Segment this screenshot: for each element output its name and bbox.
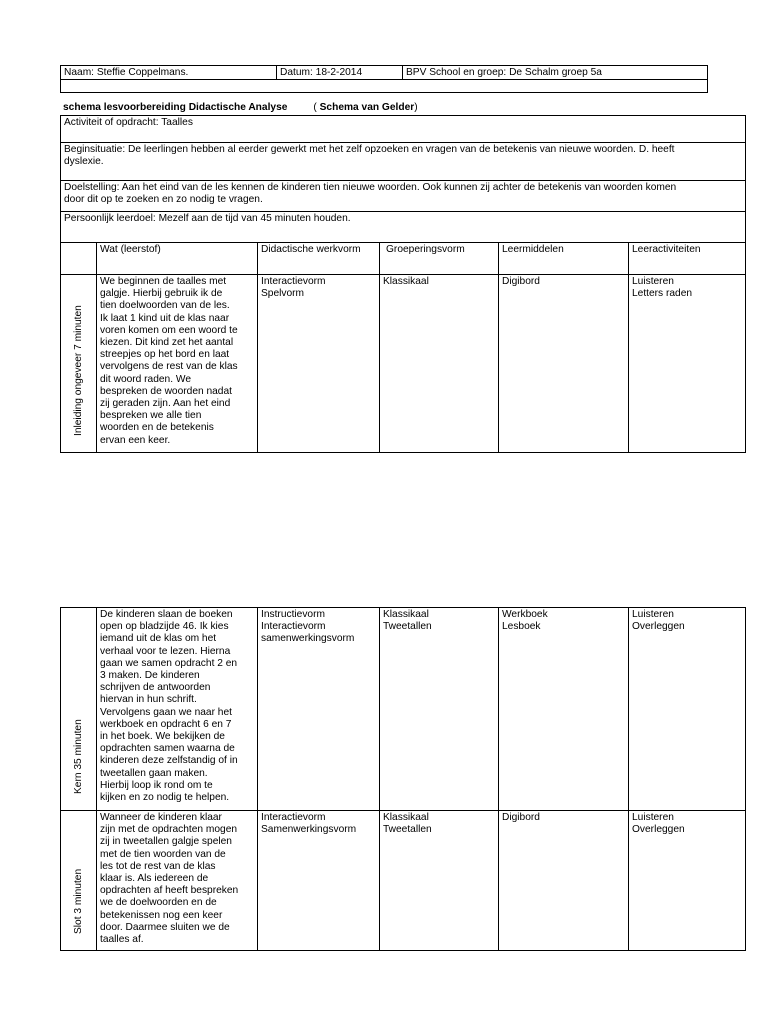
phase-cell [61,608,97,811]
cell-line: betekenissen nog een keer [100,909,223,921]
leermiddelen-cell [499,811,629,951]
cell-line: Interactievorm [261,621,326,633]
cell-line: door. Daarmee sluiten we de [100,921,230,933]
header-empty-row [61,80,708,93]
naam-field: Naam: Steffie Coppelmans. [61,66,277,80]
cell-line: kinderen deze zelfstandig of in [100,755,238,767]
header-table [60,65,708,93]
analysis-table [60,115,746,453]
cell-line: voren komen om een woord te [100,324,238,336]
cell-line: vervolgens de rest van de klas [100,361,238,373]
groepering-cell [380,275,499,453]
cell-line: les tot de rest van de klas [100,860,216,872]
cell-line: klaar is. Als iedereen de [100,873,209,885]
cell-line: zijn met de opdrachten mogen [100,824,238,836]
beginsituatie-line: Beginsituatie: De leerlingen hebben al eerder gewerkt met het zelf opzoeken en vragen van de betekenis van nieuwe woorden. D. heeft [64,144,675,155]
cell-line: Interactievorm [261,276,326,287]
cell-line: opdrachten samen waarna de [100,743,235,755]
leeractiviteiten-cell [629,608,746,811]
cell-line: bespreken de woorden nadat [100,385,232,397]
cell-line: open op bladzijde 46. Ik kies [100,621,229,633]
phase-label: Inleiding ongeveer 7 minuten [72,304,84,436]
cell-line: Overleggen [632,621,685,633]
cell-line: Klassikaal [383,812,429,823]
doelstelling-line: door dit op te zoeken en zo nodig te vragen. [64,194,263,206]
cell-line: we de doelwoorden en de [100,897,217,909]
bpv-field: BPV School en groep: De Schalm groep 5a [403,66,708,80]
cell-line: werkboek en opdracht 6 en 7 [100,718,232,730]
cell-line: bespreken we alle tien [100,410,202,422]
table-row [61,275,746,453]
leeractiviteiten-cell [629,275,746,453]
cell-line: verhaal voor te lezen. Hierna [100,645,231,657]
cell-line: Tweetallen [383,621,432,633]
column-header-leermiddelen: Leermiddelen [499,243,629,275]
cell-line: dit woord raden. We [100,373,191,385]
cell-line: Luisteren [632,609,674,620]
doelstelling-cell [61,181,746,212]
groepering-cell [380,608,499,811]
cell-line: Klassikaal [383,276,429,287]
cell-line: tien doelwoorden van de les. [100,300,230,312]
cell-line: Vervolgens gaan we naar het [100,706,232,718]
schema-title-main: schema lesvoorbereiding Didactische Analyse [63,102,288,113]
activiteit-cell: Activiteit of opdracht: Taalles [61,116,746,143]
cell-line: met de tien woorden van de [100,848,226,860]
beginsituatie-line: dyslexie. [64,156,104,168]
schema-title-paren-open: ( [313,102,320,113]
cell-line: Hierbij loop ik rond om te [100,779,213,791]
groepering-cell [380,811,499,951]
didactische-cell [258,608,380,811]
didactische-cell [258,811,380,951]
phase-cell [61,811,97,951]
leermiddelen-cell [499,275,629,453]
schema-title [63,102,418,114]
phase-cell [61,275,97,453]
cell-line: schrijven de antwoorden [100,682,211,694]
column-header-groepering: Groeperingsvorm [380,243,499,275]
cell-line: kijken en zo nodig te helpen. [100,792,230,804]
cell-line: Interactievorm [261,812,326,823]
cell-line: galgje. Hierbij gebruik ik de [100,288,223,300]
cell-line: Letters raden [632,288,693,300]
cell-line: De kinderen slaan de boeken [100,609,233,620]
cell-line: in het boek. We bekijken de [100,731,225,743]
datum-field: Datum: 18-2-2014 [277,66,403,80]
table-row [61,608,746,811]
cell-line: Samenwerkingsvorm [261,824,357,836]
cell-line: ervan een keer. [100,434,171,446]
cell-line: kiezen. Dit kind zet het aantal [100,337,234,349]
cell-line: Wanneer de kinderen klaar [100,812,222,823]
schema-title-paren-close: ) [414,102,418,113]
leerdoel-cell: Persoonlijk leerdoel: Mezelf aan de tijd van 45 minuten houden. [61,212,746,243]
cell-line: Klassikaal [383,609,429,620]
wat-cell [97,275,258,453]
phase-label: Slot 3 minuten [72,868,84,934]
cell-line: Digibord [502,276,540,287]
cell-line: tweetallen gaan maken. [100,767,208,779]
leermiddelen-cell [499,608,629,811]
cell-line: iemand uit de klas om het [100,633,217,645]
didactische-cell [258,275,380,453]
cell-line: opdrachten af heeft bespreken [100,885,239,897]
wat-cell [97,608,258,811]
cell-line: Werkboek [502,609,548,620]
cell-line: woorden en de betekenis [100,422,214,434]
cell-line: streepjes op het bord en laat [100,349,230,361]
cell-line: Instructievorm [261,609,325,620]
column-header-phase [61,243,97,275]
cell-line: Tweetallen [383,824,432,836]
cell-line: Luisteren [632,276,674,287]
table-row [61,811,746,951]
schema-title-sub: Schema van Gelder [319,102,415,113]
cell-line: zij geraden zijn. Aan het eind [100,398,231,410]
cell-line: We beginnen de taalles met [100,276,227,287]
wat-cell [97,811,258,951]
cell-line: gaan we samen opdracht 2 en [100,657,238,669]
cell-line: Digibord [502,812,540,823]
leeractiviteiten-cell [629,811,746,951]
column-header-leeractiviteiten: Leeractiviteiten [629,243,746,275]
cell-line: Overleggen [632,824,685,836]
cell-line: taalles af. [100,934,144,946]
cell-line: zij in tweetallen galgje spelen [100,836,232,848]
doelstelling-line: Doelstelling: Aan het eind van de les kennen de kinderen tien nieuwe woorden. Ook kunnen zij achter de betekenis van woorden komen [64,182,677,193]
beginsituatie-cell [61,143,746,181]
column-header-didactische: Didactische werkvorm [258,243,380,275]
cell-line: 3 maken. De kinderen [100,670,200,682]
column-header-wat: Wat (leerstof) [97,243,258,275]
cell-line: Luisteren [632,812,674,823]
analysis-table-continued [60,607,746,951]
phase-label: Kern 35 minuten [72,719,84,794]
cell-line: samenwerkingsvorm [261,633,355,645]
cell-line: Lesboek [502,621,541,633]
cell-line: Ik laat 1 kind uit de klas naar [100,312,230,324]
cell-line: hiervan in hun schrift. [100,694,197,706]
cell-line: Spelvorm [261,288,305,300]
